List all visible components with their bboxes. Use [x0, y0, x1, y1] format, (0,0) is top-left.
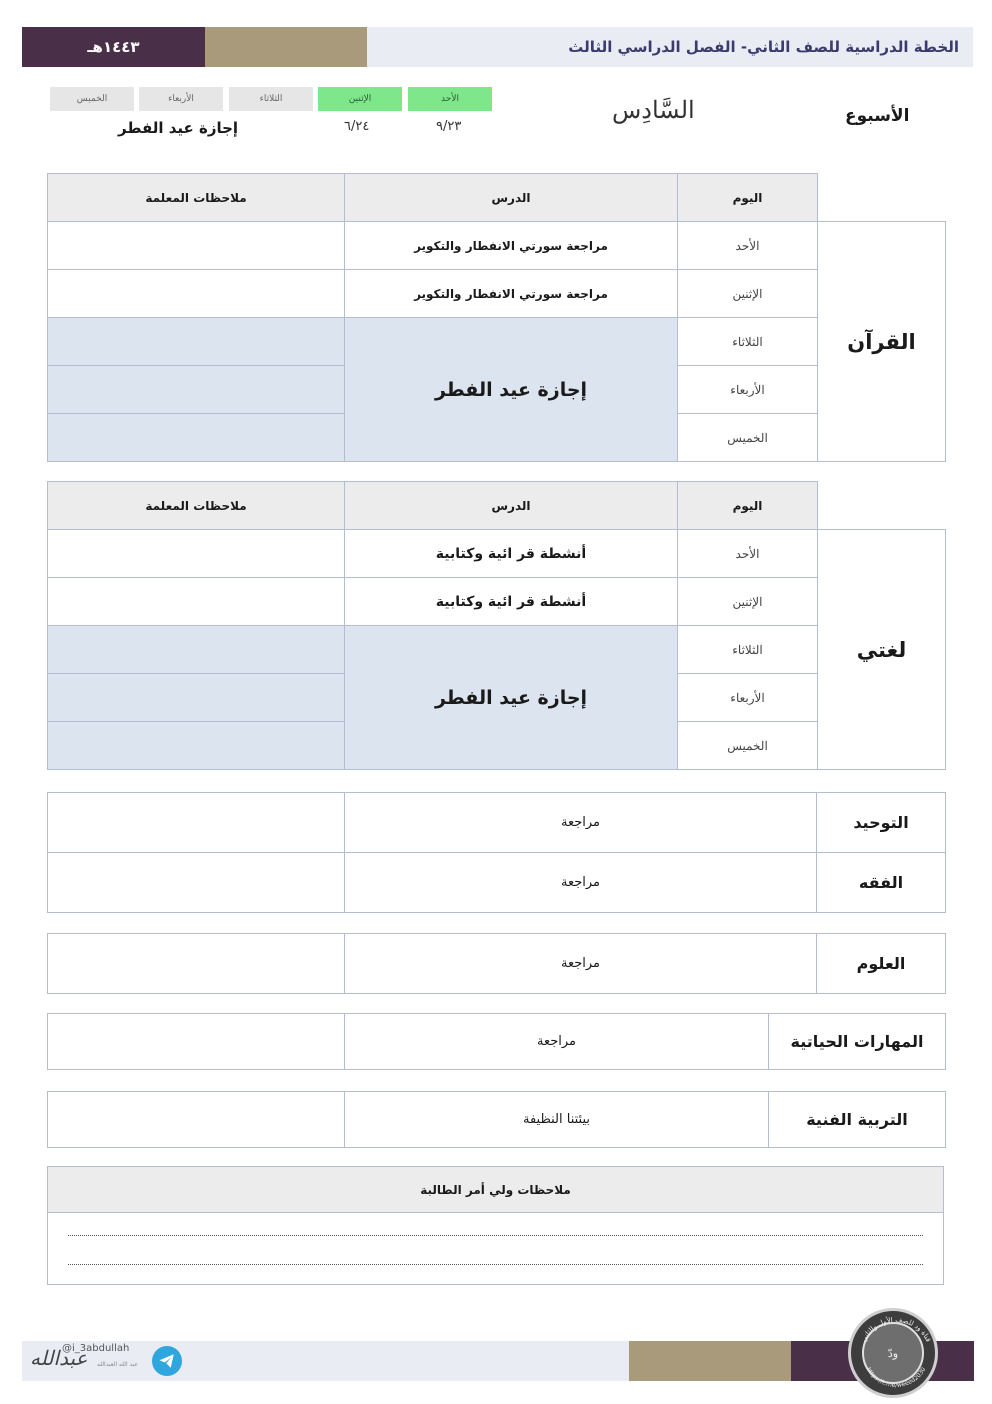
notes-cell[interactable]: [48, 530, 345, 578]
day-cell-monday: الإثنين: [678, 578, 818, 626]
life-skills-table: [47, 1013, 946, 1070]
paper-plane-icon: [158, 1352, 176, 1370]
day-cell-thursday: الخميس: [678, 414, 818, 462]
header-year: ١٤٤٣هـ: [22, 27, 205, 67]
footer-accent-bar: [629, 1341, 791, 1381]
subject-lughati: لغتي: [818, 530, 946, 770]
notes-cell[interactable]: [48, 722, 345, 770]
week-label: الأسبوع: [845, 106, 910, 126]
day-cell-wednesday: الأربعاء: [678, 674, 818, 722]
notes-cell[interactable]: [48, 793, 345, 853]
lesson-cell: بيئتنا النظيفة: [345, 1092, 769, 1148]
lesson-cell: مراجعة سورتي الانفطار والتكوير: [345, 270, 678, 318]
day-cell-monday: الإثنين: [678, 270, 818, 318]
dotted-line: [68, 1264, 923, 1265]
subject-science: العلوم: [817, 934, 946, 994]
lesson-cell: أنشطة قر ائية وكتابية: [345, 578, 678, 626]
lesson-cell: مراجعة: [345, 853, 817, 913]
lesson-header: الدرس: [345, 482, 678, 530]
notes-cell[interactable]: [48, 578, 345, 626]
seal-ring-icon: [848, 1308, 944, 1404]
subject-quran: القرآن: [818, 222, 946, 462]
subject-tawheed: التوحيد: [817, 793, 946, 853]
parent-notes-box[interactable]: [47, 1166, 944, 1285]
seal-center: ودّ: [862, 1322, 924, 1384]
notes-cell[interactable]: [48, 270, 345, 318]
lesson-cell: مراجعة: [345, 1014, 769, 1070]
notes-cell[interactable]: [48, 674, 345, 722]
day-cell-tuesday: الثلاثاء: [678, 626, 818, 674]
notes-cell[interactable]: [48, 222, 345, 270]
notes-cell[interactable]: [48, 1092, 345, 1148]
week-name: السَّادِس: [612, 96, 695, 124]
week-day-wednesday: الأربعاء: [139, 87, 223, 111]
lesson-cell: مراجعة سورتي الانفطار والتكوير: [345, 222, 678, 270]
day-header: اليوم: [678, 174, 818, 222]
day-cell-wednesday: الأربعاء: [678, 366, 818, 414]
lughati-table: [47, 481, 946, 770]
day-header: اليوم: [678, 482, 818, 530]
telegram-handle[interactable]: @i_3abdullah: [62, 1343, 130, 1354]
channel-seal-logo: [848, 1308, 938, 1398]
notes-header: ملاحظات المعلمة: [48, 482, 345, 530]
dotted-line: [68, 1235, 923, 1236]
date-monday: ٦/٢٤: [344, 119, 370, 134]
week-day-thursday: الخميس: [50, 87, 134, 111]
header-accent-bar: [205, 27, 367, 67]
week-holiday-note: إجازة عيد الفطر: [118, 119, 239, 137]
subject-art: التربية الفنية: [769, 1092, 946, 1148]
holiday-cell: إجازة عيد الفطر: [345, 318, 678, 462]
svg-text:https://t.me/weeed2030: [865, 1366, 928, 1389]
date-sunday: ٩/٢٣: [436, 119, 462, 134]
tawheed-fiqh-table: [47, 792, 946, 913]
notes-cell[interactable]: [48, 1014, 345, 1070]
lesson-cell: أنشطة قر ائية وكتابية: [345, 530, 678, 578]
signature-logo: عبدالله: [30, 1346, 88, 1370]
art-table: [47, 1091, 946, 1148]
lesson-cell: مراجعة: [345, 793, 817, 853]
telegram-icon[interactable]: [152, 1346, 182, 1376]
seal-url: https://t.me/weeed2030: [864, 1366, 928, 1390]
lesson-cell: مراجعة: [345, 934, 817, 994]
science-table: [47, 933, 946, 994]
quran-table: [47, 173, 946, 462]
page-title: الخطة الدراسية للصف الثاني- الفصل الدراسي الثالث: [367, 27, 973, 67]
notes-cell[interactable]: [48, 366, 345, 414]
day-cell-tuesday: الثلاثاء: [678, 318, 818, 366]
svg-text:قناة ود للصف الأول والثاني: [859, 1315, 932, 1343]
seal-text: قناة ود للصف الأول والثاني: [859, 1315, 933, 1344]
day-cell-sunday: الأحد: [678, 530, 818, 578]
day-cell-thursday: الخميس: [678, 722, 818, 770]
notes-cell[interactable]: [48, 853, 345, 913]
week-day-sunday: الأحد: [408, 87, 492, 111]
notes-cell[interactable]: [48, 626, 345, 674]
lesson-header: الدرس: [345, 174, 678, 222]
subject-fiqh: الفقه: [817, 853, 946, 913]
holiday-cell: إجازة عيد الفطر: [345, 626, 678, 770]
day-cell-sunday: الأحد: [678, 222, 818, 270]
notes-header: ملاحظات المعلمة: [48, 174, 345, 222]
notes-cell[interactable]: [48, 318, 345, 366]
notes-cell[interactable]: [48, 934, 345, 994]
subject-life-skills: المهارات الحياتية: [769, 1014, 946, 1070]
week-day-monday: الإثنين: [318, 87, 402, 111]
telegram-handle-subtitle: عبد الله العبدالله: [97, 1361, 139, 1368]
parent-notes-title: ملاحظات ولي أمر الطالبة: [48, 1167, 943, 1213]
notes-cell[interactable]: [48, 414, 345, 462]
week-day-tuesday: الثلاثاء: [229, 87, 313, 111]
